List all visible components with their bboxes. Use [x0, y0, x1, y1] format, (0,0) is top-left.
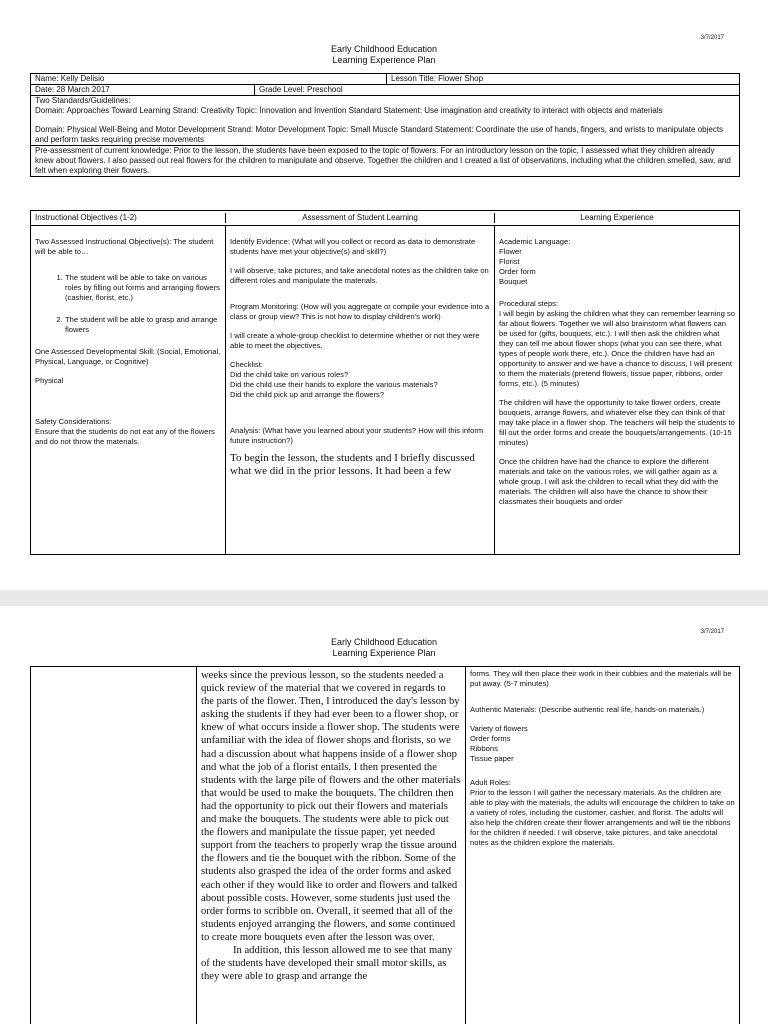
learning-experience-column-continued — [465, 667, 739, 1024]
info-row-date — [31, 85, 739, 96]
material-ribbons: Ribbons — [470, 744, 498, 753]
objective-2: 2. The student will be able to grasp and arrange flowers — [65, 315, 221, 335]
procedural-step-1: I will begin by asking the children what they can remember learning so far about flowers. Together we will also brainstorm what flowers can be used for (gifts, bouquets, etc.). I will then ask the children what they can tell me about flower shops (what you can see there, what types of people work there, etc.). Once the children have had an opportunity to answer and we have a chance to discuss, I will present to them the materials (pretend flowers, tissue paper, ribbons, order forms, etc.). (5 minutes) — [499, 309, 735, 388]
header-title-line-2: Learning Experience Plan — [332, 55, 436, 65]
analysis-response-start: To begin the lesson, the students and I briefly discussed what we did in the prior lessons. It had been a few — [230, 452, 475, 477]
procedural-step-3: Once the children have had the chance to explore the different materials and take on the various roles, we will gather again as a whole group. I will ask the children to recall what they did with the materials. The children will also have the chance to show their classmates their bouquets and order — [499, 457, 719, 506]
analysis-response-continued: weeks since the previous lesson, so the students needed a quick review of the material that we covered in regards to the parts of the flower. Then, I introduced the day's lesson by asking the students if they had ever been to a flower shop, or knew of what occurs inside a flower shop. The students were unfamiliar with the idea of flower shops and florists, so we had a discussion about what happens inside of a flower shop and what the job of a florist entails. I then presented the students with the large pile of flowers and the other materials that would be used to make the bouquets. The children then had the opportunity to pick out their flowers and materials and make the bouquets. The students were able to pick out the flowers and manipulate the tissue paper, yet needed support from the teachers to properly wrap the tissue around the flowers and tie the bouquet with the ribbon. Some of the students also grasped the idea of the order forms and asked each other if they would like to order and flowers and talked about possible costs. However, some students just used the order forms to scribble on. Overall, it seemed that all of the students enjoyed arranging the flowers, and some continued to create more bouquets even after the lesson was over. — [201, 670, 461, 943]
checklist-item-3: Did the child pick up and arrange the flowers? — [230, 390, 385, 399]
vocab-order-form: Order form — [499, 267, 536, 276]
material-order-forms: Order forms — [470, 734, 511, 743]
header-title-line-2: Learning Experience Plan — [332, 648, 436, 658]
objectives-column — [31, 226, 225, 555]
preassessment-block — [31, 146, 739, 176]
safety-text: Ensure that the students do not eat any of the flowers and do not throw the materials. — [35, 427, 215, 446]
standard-2: Domain: Physical Well-Being and Motor Development Strand: Motor Development Topic: Small Muscle Standard Statement: Coordinate the use of hands, fingers, and wrists to manipulate objects and perform tasks requiring precise movements — [35, 125, 724, 144]
plan-table — [30, 210, 740, 555]
plan-table-body — [31, 226, 739, 555]
teacher-name: Name: Kelly Delisio — [35, 74, 105, 83]
assessment-column — [225, 226, 494, 555]
header-title-line-1: Early Childhood Education — [330, 637, 438, 647]
standards-block — [31, 96, 739, 146]
document-page-2 — [0, 606, 768, 1024]
header-assessment: Assessment of Student Learning — [225, 213, 494, 223]
lesson-info-table — [30, 73, 740, 177]
page-date: 3/7/2017 — [700, 35, 724, 41]
analysis-prompt: Analysis: (What have you learned about your students? How will this inform future instruction?) — [230, 426, 484, 445]
header-learning-experience: Learning Experience — [494, 213, 739, 223]
academic-language-heading: Academic Language: — [499, 237, 571, 246]
procedural-heading: Procedural steps: — [499, 299, 559, 308]
identify-evidence: Identify Evidence: (What will you collect or record as data to demonstrate students have met your objective(s) and skill?) — [230, 237, 476, 256]
adult-roles-text: Prior to the lesson I will gather the necessary materials. As the children are able to play with the materials, the adults will encourage the children to take on a variety of roles, including the customer, cashier, and florist. The adults will also help the children create their flower arrangements and will tie the ribbons for the children if needed. I will observe, take pictures, and take anecdotal notes as the children explore the materials. — [470, 788, 735, 847]
standards-heading: Two Standards/Guidelines: — [35, 96, 131, 105]
grade-level: Grade Level: Preschool — [254, 85, 739, 95]
program-monitoring: Program Monitoring: (How will you aggregate or compile your evidence into a class or group view? This is not how to display children's work) — [230, 302, 490, 321]
analysis-response-paragraph-2: In addition, this lesson allowed me to see that many of the students have developed their small motor skills, as they were able to grasp and arrange the — [201, 944, 453, 983]
objectives-list — [35, 273, 221, 335]
checklist-heading: Checklist: — [230, 360, 263, 369]
learning-experience-column — [494, 226, 739, 555]
assessment-column-continued — [196, 667, 465, 1024]
checklist-item-1: Did the child take on various roles? — [230, 370, 349, 379]
observe-plan: I will observe, take pictures, and take anecdotal notes as the children take on different roles and manipulate the materials. — [230, 266, 489, 285]
plan-table-header — [31, 211, 739, 226]
skill-value: Physical — [35, 376, 64, 385]
standard-1: Domain: Approaches Toward Learning Strand: Creativity Topic: Innovation and Invention Standard Statement: Use imagination and creativity to interact with objects and materials — [35, 106, 663, 115]
procedural-step-2: The children will have the opportunity to take flower orders, create bouquets, arrange flowers, and whatever else they can think of that may take place in a flower shop. The teachers will help the students to fill out the order forms and create the bouquets/arrangements. (10-15 minutes) — [499, 398, 735, 447]
plan-table-continued-body — [31, 667, 739, 1024]
safety-heading: Safety Considerations: — [35, 417, 112, 426]
material-tissue-paper: Tissue paper — [470, 754, 514, 763]
checklist-item-2: Did the child use their hands to explore the various materials? — [230, 380, 438, 389]
material-flowers: Variety of flowers — [470, 724, 528, 733]
header-objectives: Instructional Objectives (1-2) — [35, 213, 137, 222]
header-title-line-1: Early Childhood Education — [330, 44, 438, 54]
page-date: 3/7/2017 — [700, 629, 724, 635]
adult-roles-heading: Adult Roles: — [470, 778, 511, 787]
info-row-name — [31, 74, 739, 85]
lesson-title: Lesson Title: Flower Shop — [386, 74, 739, 84]
preassessment-text: Pre-assessment of current knowledge: Prior to the lesson, the students have been exposed to the topic of flowers. For an introductory lesson on the topic, I assessed what they children already knew about flowers. I also passed out real flowers for the children to manipulate and observe. Together the children and I created a list of observations, including what the children smelled, saw, and felt when exploring their flowers. — [35, 146, 731, 175]
authentic-materials-heading: Authentic Materials: (Describe authentic real life, hands-on materials.) — [470, 705, 705, 714]
procedural-step-3-continued: forms. They will then place their work in their cubbies and the materials will be put away. (5-7 minutes) — [470, 669, 732, 688]
vocab-flower: Flower — [499, 247, 522, 256]
developmental-skill: One Assessed Developmental Skill: (Social, Emotional, Physical, Language, or Cognitive) — [35, 347, 221, 366]
lesson-date: Date: 28 March 2017 — [35, 85, 110, 94]
vocab-bouquet: Bouquet — [499, 277, 528, 286]
plan-table-continued — [30, 666, 740, 1024]
vocab-florist: Florist — [499, 257, 520, 266]
objectives-column-continued — [31, 667, 196, 1024]
objective-1: 1. The student will be able to take on various roles by filling out forms and arranging flowers (cashier, florist, etc.) — [65, 273, 221, 303]
objectives-intro: Two Assessed Instructional Objective(s): The student will be able to… — [35, 237, 214, 256]
checklist-plan: I will create a whole-group checklist to determine whether or not they were able to meet the objectives. — [230, 331, 480, 350]
